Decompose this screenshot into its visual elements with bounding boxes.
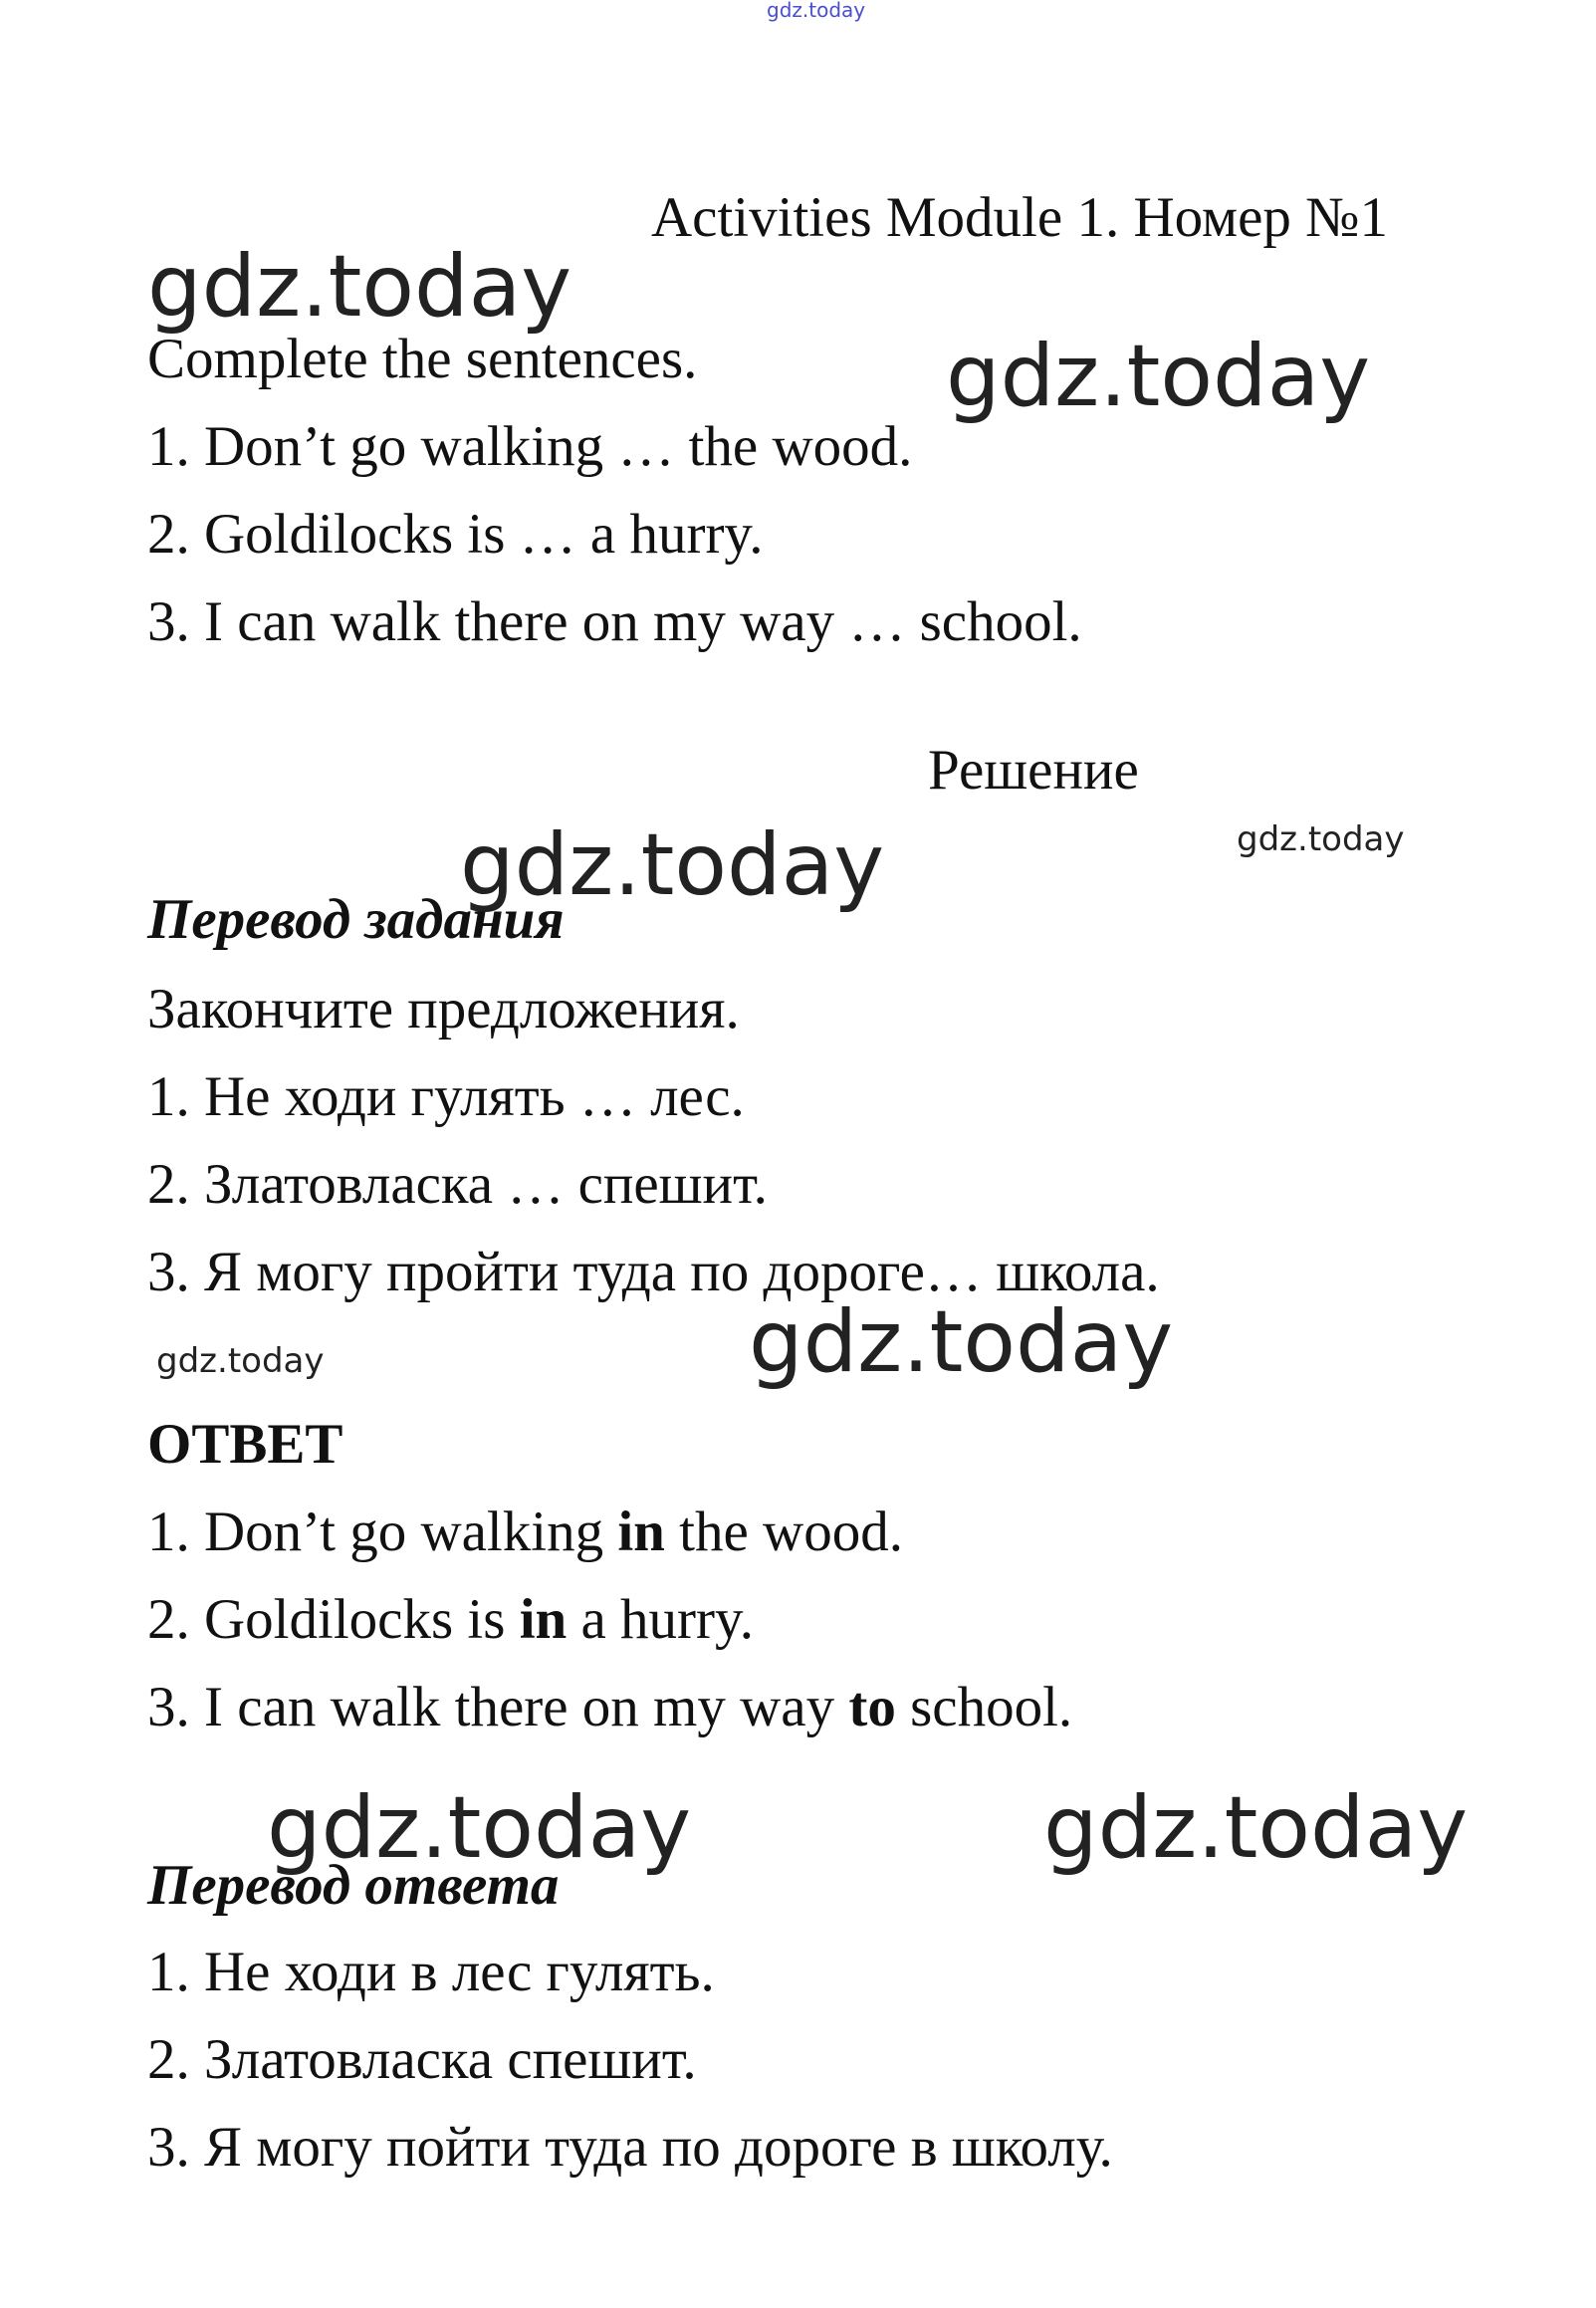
answer-item-word: in <box>617 1500 665 1563</box>
translation-task-item: 2. Златовласка … спешит. <box>147 1153 768 1216</box>
watermark: gdz.today <box>1237 819 1405 859</box>
answer-item <box>147 1588 755 1651</box>
page-title: Activities Module 1. Номер №1 <box>651 186 1389 249</box>
task-item: 1. Don’t go walking … the wood. <box>147 415 913 478</box>
translation-answer-item: 2. Златовласка спешит. <box>147 2028 697 2091</box>
answer-item-after: school. <box>895 1676 1073 1738</box>
task-item: 3. I can walk there on my way … school. <box>147 590 1082 653</box>
answer-item-after: a hurry. <box>567 1588 755 1651</box>
answer-item-word: in <box>519 1588 568 1651</box>
answer-item-before: 3. I can walk there on my way <box>147 1676 849 1738</box>
watermark-top: gdz.today <box>767 0 866 22</box>
translation-answer-item: 3. Я могу пойти туда по дороге в школу. <box>147 2116 1113 2179</box>
translation-task-heading: Перевод задания <box>147 888 565 951</box>
answer-item <box>147 1676 1073 1738</box>
answer-heading: ОТВЕТ <box>147 1413 343 1476</box>
watermark: gdz.today <box>946 327 1371 426</box>
answer-item <box>147 1500 903 1563</box>
watermark: gdz.today <box>460 815 885 915</box>
watermark: gdz.today <box>156 1341 325 1381</box>
answer-item-after: the wood. <box>664 1500 903 1563</box>
watermark: gdz.today <box>1043 1778 1469 1878</box>
watermark: gdz.today <box>749 1292 1174 1392</box>
watermark: gdz.today <box>267 1778 692 1878</box>
translation-task-item: 3. Я могу пройти туда по дороге… школа. <box>147 1241 1160 1303</box>
answer-item-before: 1. Don’t go walking <box>147 1500 618 1563</box>
translation-answer-item: 1. Не ходи в лес гулять. <box>147 1941 715 2003</box>
answer-item-before: 2. Goldilocks is <box>147 1588 520 1651</box>
translation-task-instruction: Закончите предложения. <box>147 978 740 1040</box>
translation-answer-heading: Перевод ответа <box>147 1854 560 1917</box>
answer-item-word: to <box>848 1676 896 1738</box>
translation-task-item: 1. Не ходи гулять … лес. <box>147 1065 745 1128</box>
solution-label: Решение <box>928 739 1139 802</box>
task-item: 2. Goldilocks is … a hurry. <box>147 503 764 566</box>
task-instruction: Complete the sentences. <box>147 328 698 390</box>
watermark: gdz.today <box>147 237 572 337</box>
